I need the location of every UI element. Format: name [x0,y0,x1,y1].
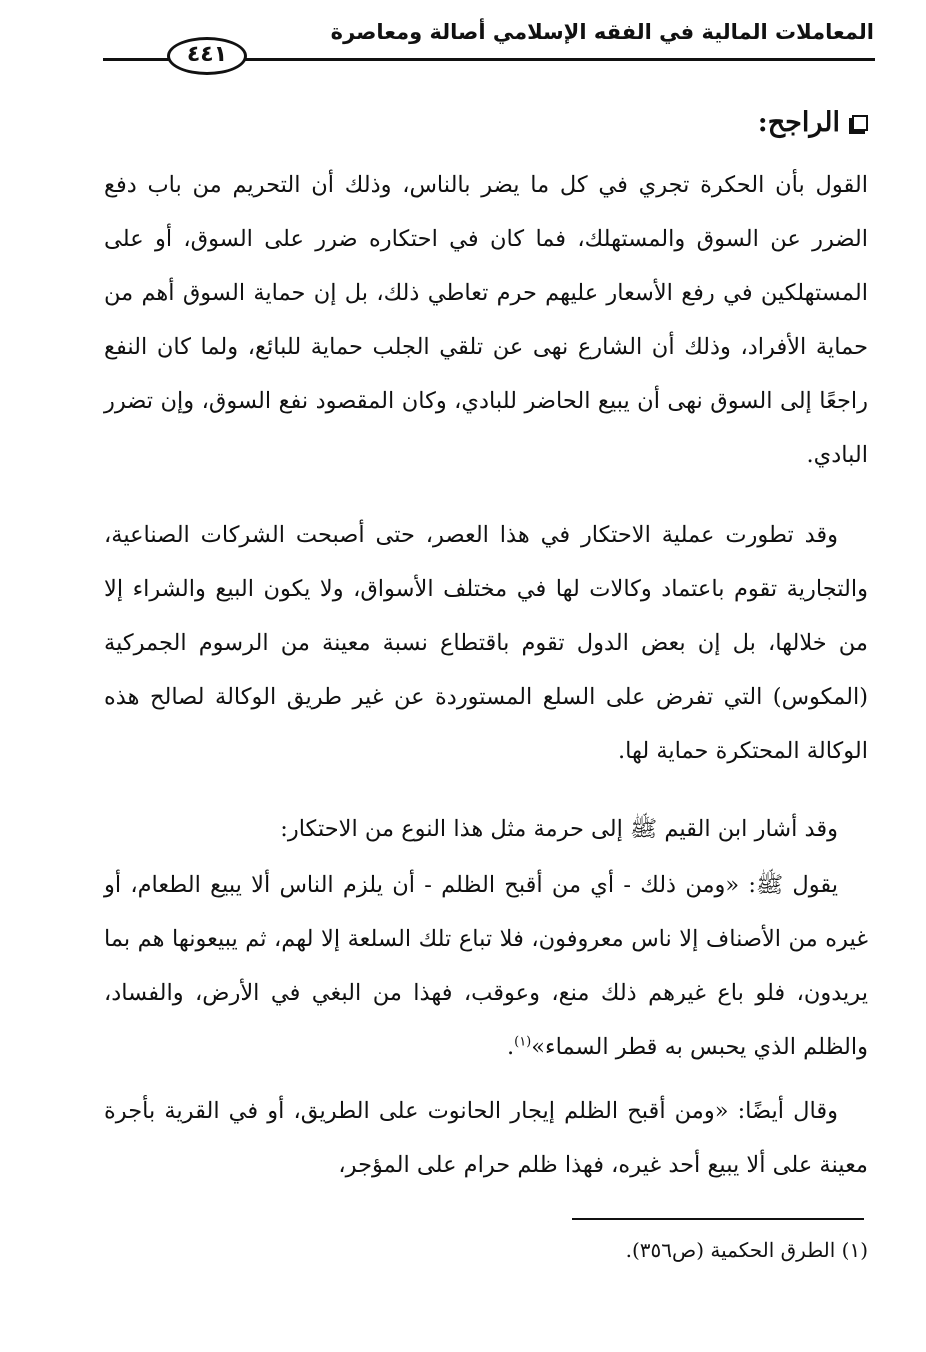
paragraph-4-text: يقول ﷺ: «ومن ذلك - أي من أقبح الظلم - أن يلزم الناس ألا يبيع الطعام، أو غيره من الأصناف إلا ناس معروفون، فلا تباع تلك السلعة إلا لهم، ثم يبيعونها هم بما يريدون، فلو باع غيرهم ذلك منع، وعوقب، فهذا من البغي في الأرض، والفساد، والظلم الذي يحبس به قطر السماء» [104,872,868,1060]
footnote: (١) الطرق الحكمية (ص٣٥٦). [625,1238,868,1262]
running-title: المعاملات المالية في الفقه الإسلامي أصالة ومعاصرة [330,20,874,44]
paragraph-3: وقد أشار ابن القيم ﷺ إلى حرمة مثل هذا النوع من الاحتكار: [280,816,838,842]
square-bullet-icon [852,115,868,131]
paragraph-4-end: . [506,1034,515,1060]
page-number: ٤٤١ [167,37,247,75]
section-heading [758,100,868,146]
paragraph-1: القول بأن الحكرة تجري في كل ما يضر بالناس، وذلك أن التحريم من باب دفع الضرر عن السوق والمستهلك، فما كان في احتكاره ضرر على السوق، أو على المستهلكين في رفع الأسعار عليهم حرم تعاطي ذلك، بل إن حماية السوق أهم من حماية الأفراد، وذلك أن الشارع نهى عن تلقي الجلب حماية للبائع، ولما كان النفع راجعًا إلى السوق نهى أن يبيع الحاضر للبادي، وكان المقصود نفع السوق، وإن تضرر البادي. [104,172,868,468]
paragraph-2: وقد تطورت عملية الاحتكار في هذا العصر، حتى أصبحت الشركات الصناعية، والتجارية تقوم باعتماد وكالات لها في مختلف الأسواق، ولا يكون البيع والشراء إلا من خلالها، بل إن بعض الدول تقوم باقتطاع نسبة معينة من الرسوم الجمركية (المكوس) التي تفرض على السلع المستوردة عن غير طريق الوكالة لصالح هذه الوكالة المحتكرة حماية لها. [104,522,868,764]
footnote-rule [572,1218,864,1220]
paragraph-5: وقال أيضًا: «ومن أقبح الظلم إيجار الحانوت على الطريق، أو في القرية بأجرة معينة على ألا يبيع أحد غيره، فهذا ظلم حرام على المؤجر، [104,1098,868,1178]
paragraph-4 [104,858,868,1074]
footnote-ref[interactable]: (١) [514,1034,532,1050]
heading-text: الراجح: [757,107,840,138]
